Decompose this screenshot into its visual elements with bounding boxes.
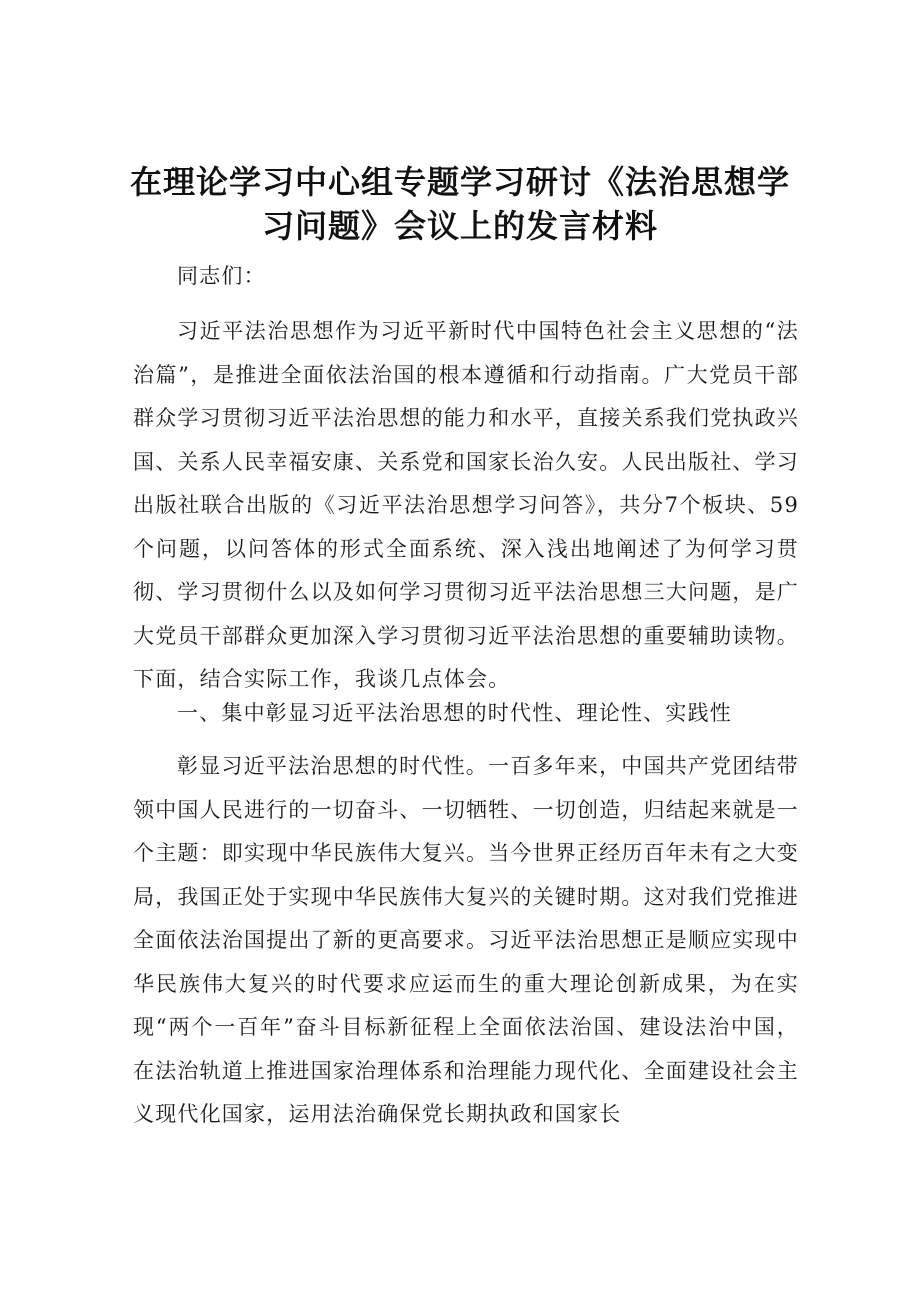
greeting: 同志们： (177, 264, 266, 288)
document-title-line-1: 在理论学习中心组专题学习研讨《法治思想学 (129, 163, 790, 201)
paragraph-section-1: 彰显习近平法治思想的时代性。一百多年来，中国共产党团结带领中国人民进行的一切奋斗、一切牺牲、一切创造，归结起来就是一个主题：即实现中华民族伟大复兴。当今世界正经历百年未有之大变局，我国正处于实现中华民族伟大复兴的关键时期。这对我们党推进全面依法治国提出了新的更高要求。习近平法治思想正是顺应实现中华民族伟大复兴的时代要求应运而生的重大理论创新成果，为在实现“两个一百年”奋斗目标新征程上全面依法治国、建设法治中国，在法治轨道上推进国家治理体系和治理能力现代化、全面建设社会主义现代化国家，运用法治确保党长期执政和国家长 (133, 754, 799, 1126)
document-title (100, 160, 820, 248)
section-heading-1: 一、集中彰显习近平法治思想的时代性、理论性、实践性 (177, 701, 732, 725)
paragraph-intro: 习近平法治思想作为习近平新时代中国特色社会主义思想的“法治篇”，是推进全面依法治国的根本遵循和行动指南。广大党员干部群众学习贯彻习近平法治思想的能力和水平，直接关系我们党执政兴国、关系人民幸福安康、关系党和国家长治久安。人民出版社、学习出版社联合出版的《习近平法治思想学习问答》，共分7个板块、59个问题，以问答体的形式全面系统、深入浅出地阐述了为何学习贯彻、学习贯彻什么以及如何学习贯彻习近平法治思想三大问题，是广大党员干部群众更加深入学习贯彻习近平法治思想的重要辅助读物。下面，结合实际工作，我谈几点体会。 (133, 319, 799, 690)
document-title-line-2: 习问题》会议上的发言材料 (261, 207, 658, 245)
